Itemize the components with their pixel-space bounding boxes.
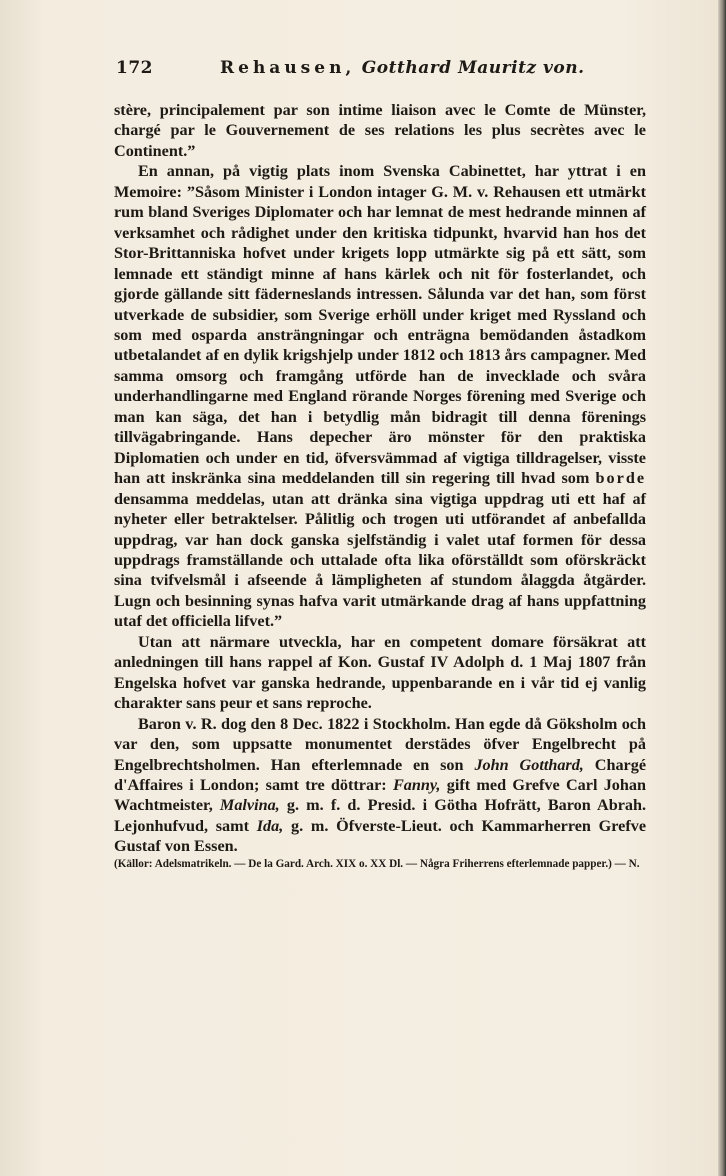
header-given-names: Gotthard Mauritz bbox=[361, 58, 537, 78]
paragraph-4 bbox=[114, 714, 646, 857]
page-edge-shadow bbox=[718, 0, 726, 1176]
p4-part-c: gift med Grefve Carl Johan Wachtmeister, bbox=[114, 775, 647, 815]
paragraph-2-part-a: En annan, på vigtig plats inom Svenska Cabinettet, har yttrat i en Memoire: ”Såsom Minister i London intager G. M. v. Rehausen ett utmärkt rum bland Sveriges Diplomater och har lemnat de mest hedrande minnen af verksamhet och rådighet under den kritiska tidpunkt, hvarvid han hos det Stor-Brittanniska hofvet under krigets lopp utmärkte sig på ett sätt, som lemnade ett ständigt minne af hans kärlek och nit för fosterlandet, och gjorde gällande sitt fäderneslands intressen. Sålunda var det han, som först utverkade de subsidier, som Sverige erhöll under kriget med Ryssland och som med osparda ansträngningar och enträgna bemödanden åstadkom utbetalandet af en dylik krigshjelp under 1812 och 1813 års campagner. Med samma omsorg och framgång utförde han de invecklade och svåra underhandlingarne med England rörande Norges förening med Sverige och man kan säga, det han i betydlig mån bidragit till denna förenings tillvägabringande. Hans depecher äro mönster för den praktiska Diplomatien och under en tid, öfversvämmad af vigtiga tilldragelser, visste han att inskränka sina meddelanden till sin regering till hvad som bbox=[114, 162, 646, 488]
daughter-3-name: Ida, bbox=[256, 816, 284, 835]
sources-footnote: (Källor: Adelsmatrikeln. — De la Gard. Arch. XIX o. XX Dl. — Några Friherrens efterlemnade papper.) — N. bbox=[114, 857, 640, 870]
page-number: 172 bbox=[116, 58, 153, 78]
paragraph-3: Utan att närmare utveckla, har en competent domare försäkrat att anledningen till hans rappel af Kon. Gustaf IV Adolph d. 1 Maj 1807 från Engelska hofvet var ganska hedrande, uppenbarande en i vår tid ej vanlig charakter sans peur et sans reproche. bbox=[114, 632, 646, 713]
p4-part-b: Chargé d'Affaires i London; samt tre döttrar: bbox=[114, 755, 647, 794]
p4-part-d: g. m. f. d. Presid. i Götha Hofrätt, Baron Abrah. Lejonhufvud, samt bbox=[114, 796, 647, 835]
paragraph-2-part-b: densamma meddelas, utan att dränka sina vigtiga uppdrag uti ett haf af nyheter eller betraktelser. Pålitlig och trogen uti utförandet af anbefallda uppdrag, var han dock ganska sjelfständig i valet utaf formen för dessa uppdrags framställande och uttalade ofta lika oförställdt som oförskräckt sina tvifvelsmål i afseende å lämpligheten af stundom ålaggda åtgärder. Lugn och besinning synas hafva varit utmärkande drag af hans uppfattning utaf det officiella lifvet.” bbox=[114, 489, 646, 631]
running-header bbox=[116, 58, 646, 86]
running-title bbox=[220, 58, 585, 78]
p4-part-a: Baron v. R. dog den 8 Dec. 1822 i Stockholm. Han egde då Göksholm och var den, som uppsatte monumentet derstädes öfver Engelbrecht på Engelbrechtsholmen. Han efterlemnade en son bbox=[114, 714, 646, 774]
paragraph-1: stère, principalement par son intime liaison avec le Comte de Münster, chargé par le Gouvernement de ses relations les plus secrètes avec le Continent.” bbox=[114, 101, 646, 160]
son-name: John Gotthard, bbox=[474, 755, 584, 774]
header-suffix: von. bbox=[543, 58, 585, 78]
spaced-word: borde bbox=[595, 469, 646, 488]
paragraph-2 bbox=[114, 161, 646, 631]
header-surname: Rehausen, bbox=[220, 58, 356, 78]
body-text bbox=[114, 100, 646, 871]
daughter-2-name: Malvina, bbox=[219, 796, 280, 815]
p4-part-e: g. m. Öfverste-Lieut. och Kammarherren Grefve Gustaf von Essen. bbox=[114, 816, 646, 856]
daughter-1-name: Fanny, bbox=[392, 775, 441, 794]
